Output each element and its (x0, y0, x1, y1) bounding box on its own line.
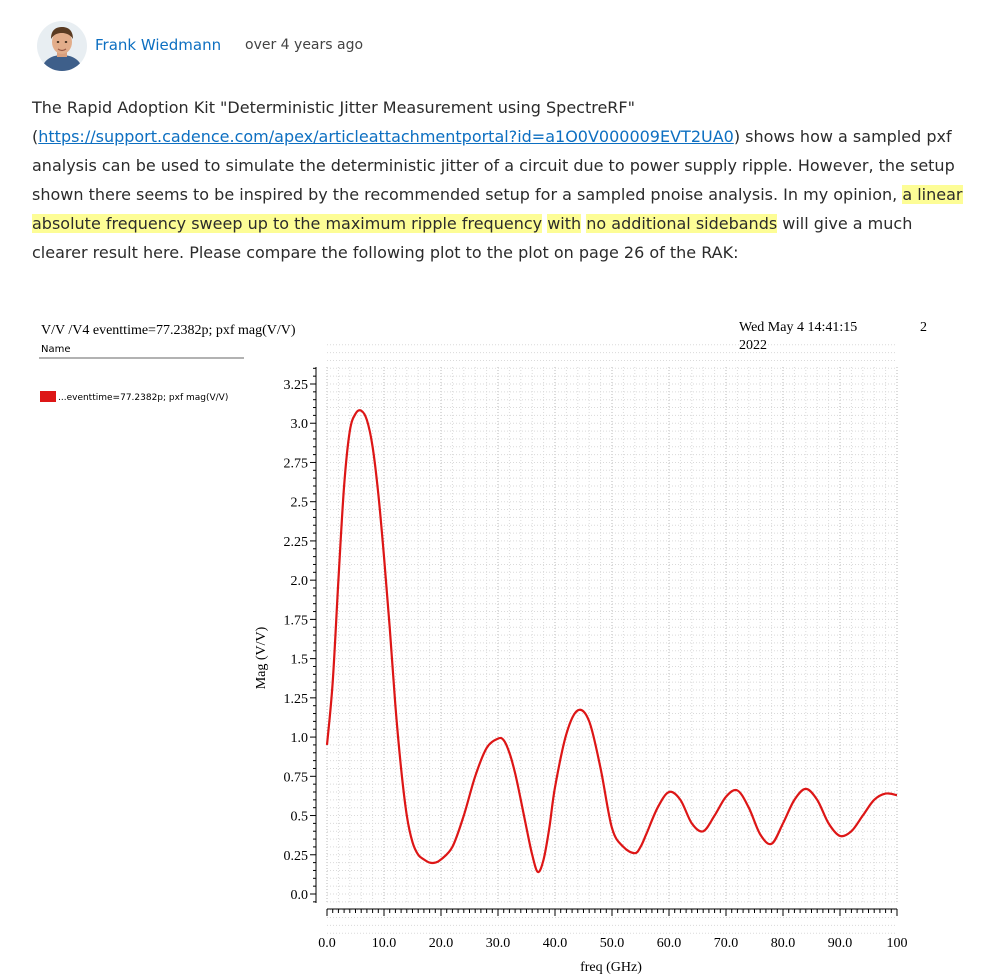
plot-year: 2022 (739, 338, 767, 353)
comment-timestamp: over 4 years ago (245, 37, 364, 53)
y-tick-label: 2.0 (290, 574, 308, 590)
x-axis-label: freq (GHz) (580, 960, 642, 975)
legend-entry: ...eventtime=77.2382p; pxf mag(V/V) (58, 393, 229, 403)
y-tick-label: 3.25 (283, 378, 308, 393)
y-tick-label: 1.25 (283, 691, 308, 707)
comment-text: The Rapid Adoption Kit "Deterministic Jitter Measurement using SpectreRF" ( (32, 98, 635, 146)
author-link[interactable]: Frank Wiedmann (95, 36, 222, 54)
x-tick-label: 70.0 (713, 936, 739, 951)
plot-image (0, 305, 999, 975)
legend-header: Name (41, 344, 71, 355)
y-tick-label: 2.5 (290, 495, 308, 511)
avatar[interactable] (37, 21, 87, 71)
y-tick-label: 1.5 (290, 652, 308, 668)
y-tick-label: 0.25 (283, 848, 308, 864)
highlighted-text: a linear absolute frequency sweep up to the maximum ripple frequency (32, 185, 963, 233)
highlighted-text: no additional sidebands (586, 214, 778, 233)
avatar-image (37, 21, 87, 71)
plot-title: V/V /V4 eventtime=77.2382p; pxf mag(V/V) (41, 323, 296, 338)
highlighted-text: with (547, 214, 582, 233)
x-tick-label: 50.0 (599, 936, 625, 951)
rak-link[interactable]: https://support.cadence.com/apex/articleattachmentportal?id=a1O0V000009EVT2UA0 (38, 127, 734, 146)
x-tick-label: 10.0 (371, 936, 397, 951)
y-tick-label: 2.75 (283, 456, 308, 472)
legend-swatch (40, 391, 56, 402)
y-tick-label: 3.0 (290, 417, 308, 433)
y-tick-label: 0.0 (290, 888, 308, 903)
y-tick-label: 0.5 (290, 809, 308, 825)
x-tick-label: 80.0 (770, 936, 796, 951)
page-number: 2 (920, 320, 927, 335)
plot-date: Wed May 4 14:41:15 (739, 320, 858, 335)
x-tick-label: 20.0 (428, 936, 454, 951)
y-tick-label: 1.75 (283, 613, 308, 629)
x-tick-label: 90.0 (827, 936, 853, 951)
x-tick-label: 30.0 (485, 936, 511, 951)
x-tick-label: 40.0 (542, 936, 568, 951)
comment-text: ) shows how a sampled pxf analysis can be used to simulate the deterministic jitter of a circuit due to power supply ripple. However, the setup shown there seems to be inspired by the recommended setup for a sampled pnoise analysis. In my opinion, (32, 127, 955, 204)
x-tick-label: 0.0 (318, 936, 336, 951)
y-tick-label: 2.25 (283, 534, 308, 550)
comment-text: will give a much clearer result here. Please compare the following plot to the plot on page 26 of the RAK: (32, 214, 913, 262)
y-axis-label: Mag (V/V) (254, 626, 269, 690)
pxf-plot (0, 305, 999, 975)
y-tick-label: 1.0 (290, 731, 308, 747)
comment-body (32, 93, 967, 267)
x-tick-label: 100 (886, 936, 908, 951)
y-tick-label: 0.75 (283, 770, 308, 786)
x-tick-label: 60.0 (656, 936, 682, 951)
